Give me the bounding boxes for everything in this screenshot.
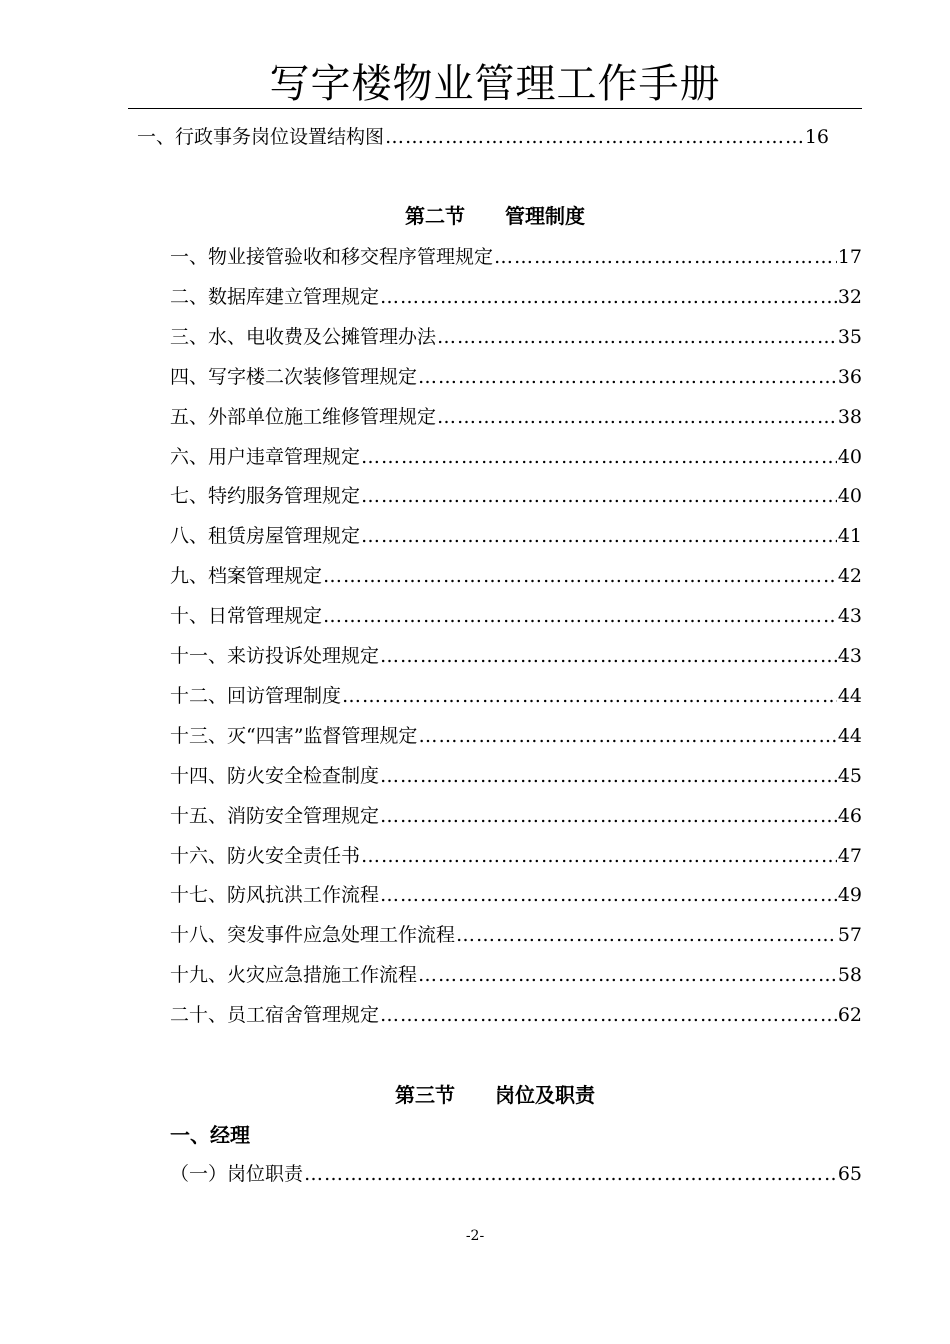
toc-entry-label: 七、特约服务管理规定	[170, 485, 361, 508]
toc-leader-dots	[437, 324, 837, 350]
section-label: 第二节	[405, 204, 465, 228]
section-title: 岗位及职责	[495, 1083, 595, 1107]
toc-entry-label: 六、用户违章管理规定	[170, 445, 361, 468]
toc-entry-label: 十七、防风抗洪工作流程	[170, 884, 380, 907]
section-heading-3	[128, 1081, 862, 1109]
toc-entry-label: 十三、灭“四害”监督管理规定	[170, 724, 418, 747]
toc-leader-dots	[418, 364, 837, 390]
section-label: 第三节	[395, 1083, 455, 1107]
toc-entry-label: 四、写字楼二次装修管理规定	[170, 365, 418, 388]
toc-leader-dots	[380, 284, 837, 310]
toc-entry-label: 二十、员工宿舍管理规定	[170, 1004, 380, 1027]
toc-entry-label: 十九、火灾应急措施工作流程	[170, 964, 418, 987]
toc-leader-dots	[418, 962, 837, 988]
toc-entry-label: 三、水、电收费及公摊管理办法	[170, 325, 437, 348]
toc-entry[interactable]	[170, 803, 862, 829]
toc-entry[interactable]	[170, 843, 862, 869]
toc-leader-dots	[456, 922, 837, 948]
toc-entry-label: 十四、防火安全检查制度	[170, 764, 380, 787]
toc-leader-dots	[323, 563, 837, 589]
toc-entry-label: 一、物业接管验收和移交程序管理规定	[170, 246, 494, 268]
toc-entry-page: 36	[837, 365, 862, 388]
toc-entry-label: 二、数据库建立管理规定	[170, 285, 380, 308]
toc-entry[interactable]	[170, 324, 862, 350]
toc-entry-page: 41	[837, 525, 862, 548]
title-underline	[128, 108, 862, 109]
toc-leader-dots	[342, 683, 837, 709]
toc-entry-page: 32	[837, 285, 862, 308]
toc-entry[interactable]	[170, 1161, 862, 1187]
toc-entry-label: 八、租赁房屋管理规定	[170, 525, 361, 548]
section-heading-2	[128, 202, 862, 230]
toc-leader-dots	[361, 483, 837, 509]
toc-entry-label: 十五、消防安全管理规定	[170, 804, 380, 827]
toc-entry-page: 46	[837, 804, 862, 827]
section-title: 管理制度	[505, 204, 585, 228]
toc-entry[interactable]	[170, 643, 862, 669]
toc-entry[interactable]	[170, 1002, 862, 1028]
toc-entry-page: 35	[837, 325, 862, 348]
toc-entry[interactable]	[170, 563, 862, 589]
page-number: -2-	[465, 1228, 485, 1244]
toc-entry[interactable]	[170, 483, 862, 509]
toc-entry[interactable]	[170, 444, 862, 470]
toc-entry-page: 62	[837, 1004, 862, 1027]
toc-leader-dots	[385, 124, 804, 150]
toc-leader-dots	[361, 843, 837, 869]
toc-entry-page: 43	[837, 645, 862, 667]
toc-entry-label: 十八、突发事件应急处理工作流程	[170, 924, 456, 947]
toc-leader-dots	[380, 763, 837, 789]
toc-entry-label: 五、外部单位施工维修管理规定	[170, 405, 437, 428]
toc-entry-page: 43	[837, 605, 862, 628]
toc-entry[interactable]	[170, 723, 862, 749]
toc-leader-dots	[418, 723, 836, 749]
toc-leader-dots	[380, 803, 837, 829]
toc-entry-page: 44	[837, 684, 862, 707]
toc-entry-page: 38	[837, 405, 862, 428]
toc-entry[interactable]	[170, 603, 862, 629]
document-title: 写字楼物业管理工作手册	[269, 61, 721, 107]
toc-entry-label: （一）岗位职责	[170, 1163, 304, 1185]
toc-entry[interactable]	[170, 364, 862, 390]
toc-leader-dots	[437, 404, 837, 430]
toc-entry-page: 42	[837, 565, 862, 588]
toc-entry-page: 44	[837, 724, 862, 747]
toc-entry-page: 58	[837, 964, 862, 987]
toc-entry-page: 40	[837, 485, 862, 508]
toc-entry[interactable]	[170, 882, 862, 908]
toc-entry-page: 49	[837, 884, 862, 907]
toc-leader-dots	[380, 1002, 837, 1028]
toc-leader-dots	[361, 523, 837, 549]
toc-leader-dots	[380, 882, 837, 908]
toc-entry[interactable]	[170, 962, 862, 988]
toc-entry-label: 十二、回访管理制度	[170, 684, 342, 707]
toc-leader-dots	[361, 444, 837, 470]
toc-entry[interactable]	[170, 244, 862, 270]
toc-entry-label: 十六、防火安全责任书	[170, 844, 361, 867]
toc-entry-page: 47	[837, 844, 862, 867]
toc-entry[interactable]	[170, 404, 862, 430]
subsection-heading: 一、经理	[170, 1123, 250, 1147]
toc-entry[interactable]	[170, 523, 862, 549]
toc-entry[interactable]	[170, 284, 862, 310]
toc-entry-page: 45	[837, 764, 862, 787]
toc-entry-page: 17	[837, 246, 862, 268]
toc-entry-page: 57	[837, 924, 862, 947]
toc-entry-page: 65	[837, 1163, 862, 1185]
toc-leader-dots	[323, 603, 837, 629]
toc-entry-label: 一、行政事务岗位设置结构图	[137, 126, 385, 148]
toc-entry[interactable]	[170, 763, 862, 789]
toc-entry[interactable]	[170, 683, 862, 709]
toc-entry-label: 十、日常管理规定	[170, 605, 323, 628]
toc-entry[interactable]	[170, 922, 862, 948]
toc-entry-label: 十一、来访投诉处理规定	[170, 645, 380, 667]
toc-entry-page: 16	[804, 126, 829, 148]
toc-entry-label: 九、档案管理规定	[170, 565, 323, 588]
toc-leader-dots	[380, 643, 837, 669]
toc-leader-dots	[494, 244, 837, 270]
toc-entry[interactable]	[137, 124, 829, 150]
toc-entry-page: 40	[837, 445, 862, 468]
toc-leader-dots	[304, 1161, 837, 1187]
